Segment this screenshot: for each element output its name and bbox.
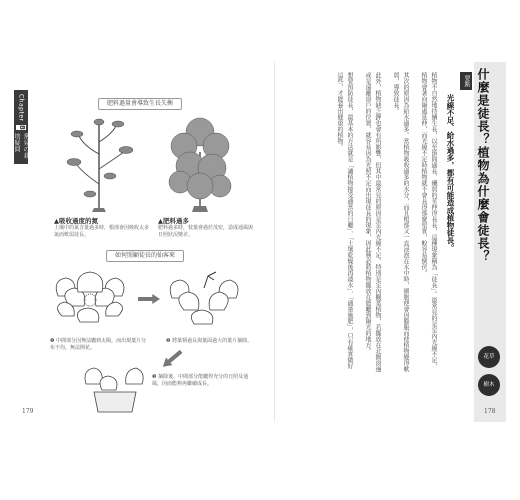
step2-text: ❷ 將葉柄過長與葉面過大的葉片摘除。 [166,338,253,344]
summary-label: 要點 [460,72,472,90]
chapter-label: Chapter [17,94,25,122]
left-caption-text: 土壤中的氮含量過多時，根部會因吸收太多氮而軟弱徒長。 [54,225,150,238]
badge-trees: 樹木 [478,374,500,396]
bushy-plant-illustration [160,112,240,214]
right-caption-title: ▲肥料過多 [158,217,189,225]
step1-text: ❶ 中間部分因無法曬到太陽，而出現葉片分布不均，無法開花。 [50,338,147,351]
step2-caption [166,338,266,345]
right-page-number: 178 [484,408,496,415]
body-paragraph: 想要預防徒長，最基本的方法就是「讓植物接受適當的日曬」、「土壤乾燥後再澆水」、「適量施肥」，只有確實做好這些，才能養出健康的植物。 [336,72,353,369]
book-gutter [274,62,275,422]
figure1-right-caption [158,216,254,239]
arrow-down-left [160,347,185,370]
figure1-title: 肥料過量會導致生長失衡 [98,98,182,110]
body-paragraph: 其次的原因為給水過多。當植物吸收過多的水分，而且根部又一直浸泡在水中時，細胞便會因膨脹而使植物變得軟弱，導致徒長。 [392,72,409,372]
left-page-number: 179 [22,408,34,415]
chapter-number: 8 [18,124,26,130]
body-text [302,72,438,372]
step3-text: ❸ 摘除後，中間部分能曬得充分的日照及通風，因而能夠再繼續成長。 [152,374,249,387]
cyclamen-pruning-illustration [164,268,244,334]
step3-caption [152,374,252,388]
book-spread [14,62,506,422]
cyclamen-after-illustration [80,360,150,414]
chapter-tab [14,90,28,164]
summary-text: 光線不足、給水過多，都有可能造成植物徒長。 [446,94,455,252]
cyclamen-before-illustration [48,266,132,336]
body-paragraph: 此外，植物缺乏鉀也會有所影響，但其中最常見的原因是室內光線不足。特別是室內觀葉植物，若擺放在北側窗邊或是遠離窗戶的位置，就容易因為光照不足而出現徒長的現象，因此務必將植物擺放在能曬到陽光的地方。 [364,72,381,372]
leggy-plant-illustration [54,114,144,214]
arrow-right [138,294,160,304]
left-caption-title: ▲吸收過度的氮 [54,217,98,225]
body-paragraph: 植物不自然地持續生長，以至節間過長、纖弱的莖伸得長長，這種現象稱為「徒長」。最常見的是室內光線不足，植物會著向陽處延伸，而光線不足時植物就不會長得那麼堅實，較容易倒伏。 [420,72,437,369]
step1-caption [50,338,150,352]
badge-flowers: 花草 [478,346,500,368]
figure2-title: 如何照顧徒長的仙客來 [106,250,184,262]
figure1-left-caption [54,216,150,239]
right-caption-text: 肥料過多時，枝葉會過於茂密，造成通風與日照狀況變差。 [158,225,254,238]
page-title: 什麼是徒長？植物為什麼會徒長？ [476,68,490,263]
chapter-title: 常見の栽培疑問 [13,132,29,159]
